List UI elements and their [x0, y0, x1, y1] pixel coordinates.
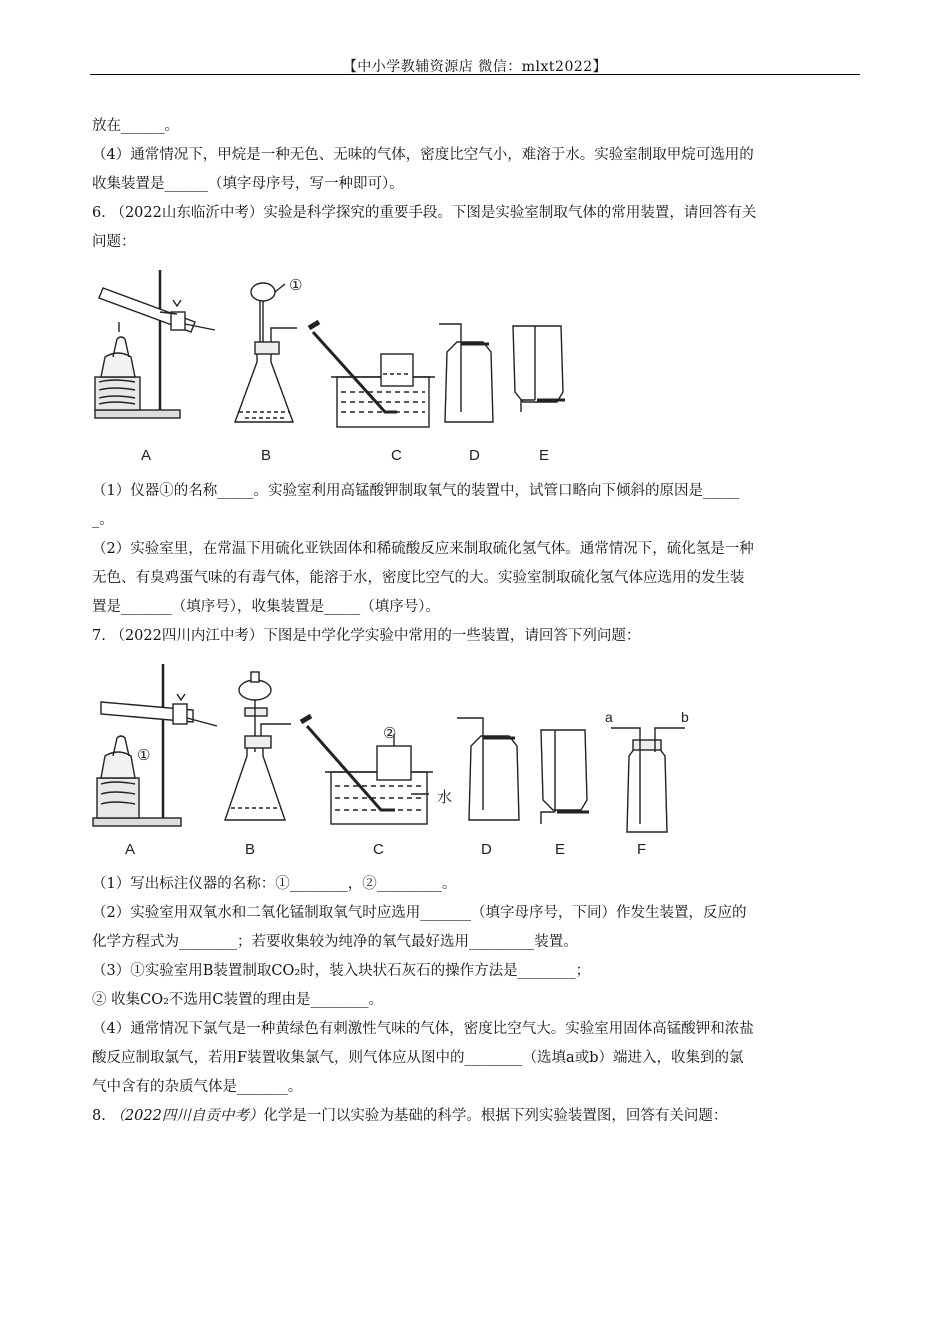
q8-source: （2022四川自贡中考）	[110, 1108, 264, 1124]
text-line-3: 收集装置是______（填字母序号，写一种即可）。	[92, 176, 404, 192]
marker-1-q7: ①	[137, 746, 151, 764]
apparatus-b-q6	[235, 283, 297, 422]
text-line-2: （4）通常情况下，甲烷是一种无色、无味的气体，密度比空气小，难溶于水。实验室制取甲烷可选用的	[92, 147, 754, 163]
apparatus-d-q7	[457, 718, 519, 820]
q8-number: 8.	[92, 1108, 106, 1124]
label-c-q7: C	[373, 841, 384, 858]
text-line-17: （4）通常情况下氯气是一种黄绿色有刺激性气味的气体，密度比空气大。实验室用固体高锰酸钾和浓盐	[92, 1021, 754, 1037]
text-line-13: （2）实验室用双氧水和二氧化锰制取氧气时应选用_______（填字母序号，下同）作发生装置，反应的	[92, 905, 747, 921]
label-b-q6: B	[261, 447, 272, 464]
label-e-q7: E	[555, 841, 566, 858]
text-line-7: _。	[92, 512, 114, 528]
label-e-q6: E	[539, 447, 550, 464]
text-line-10: 置是_______（填序号），收集装置是_____（填序号）。	[92, 599, 440, 615]
water-label-q7: 水	[437, 788, 453, 806]
text-line-19: 气中含有的杂质气体是_______。	[92, 1079, 303, 1095]
apparatus-a-q6	[95, 270, 215, 418]
text-line-5: 问题：	[92, 234, 136, 250]
text-line-16: ② 收集CO₂不选用C装置的理由是________。	[92, 992, 383, 1008]
text-line-15: （3）①实验室用B装置制取CO₂时，装入块状石灰石的操作方法是________；	[92, 963, 591, 979]
label-c-q6: C	[391, 447, 402, 464]
label-f-q7: F	[637, 841, 647, 858]
apparatus-a-q7	[93, 664, 217, 826]
apparatus-c-q7	[301, 716, 433, 824]
apparatus-e-q7	[541, 730, 589, 824]
marker-1-q6: ①	[289, 276, 303, 294]
figure-apparatus-q6	[85, 262, 605, 472]
label-d-q6: D	[469, 447, 480, 464]
question-7-title: 7. （2022四川内江中考）下图是中学化学实验中常用的一些装置，请回答下列问题：	[92, 628, 641, 644]
port-a-label: a	[605, 709, 613, 725]
label-d-q7: D	[481, 841, 492, 858]
question-6-title: 6. （2022山东临沂中考）实验是科学探究的重要手段。下图是实验室制取气体的常用装置，请回答有关	[92, 205, 757, 221]
text-line-1: 放在______。	[92, 118, 179, 134]
apparatus-b-q7	[225, 672, 291, 820]
apparatus-e-q6	[513, 326, 565, 412]
figure-apparatus-q7	[85, 656, 705, 866]
page-header: 【中小学教辅资源店 微信：mlxt2022】	[342, 59, 608, 75]
marker-2-q7: ②	[383, 724, 397, 742]
text-line-14: 化学方程式为________；若要收集较为纯净的氧气最好选用_________装置。	[92, 934, 578, 950]
label-a-q7: A	[125, 841, 136, 858]
text-line-18: 酸反应制取氯气，若用F装置收集氯气，则气体应从图中的________（选填a或b）端进入，收集到的氯	[92, 1050, 744, 1066]
text-line-12: （1）写出标注仪器的名称：①________，②_________。	[92, 876, 457, 892]
apparatus-f-q7	[611, 728, 685, 832]
apparatus-d-q6	[439, 324, 493, 422]
text-line-6: （1）仪器①的名称_____。实验室利用高锰酸钾制取氧气的装置中，试管口略向下倾斜的原因是_____	[92, 483, 740, 499]
port-b-label: b	[681, 709, 689, 725]
text-line-9: 无色、有臭鸡蛋气味的有毒气体，能溶于水，密度比空气的大。实验室制取硫化氢气体应选用的发生装	[92, 570, 745, 586]
header-rule	[90, 74, 860, 75]
label-a-q6: A	[141, 447, 152, 464]
apparatus-c-q6	[309, 322, 435, 427]
text-line-8: （2）实验室里，在常温下用硫化亚铁固体和稀硫酸反应来制取硫化氢气体。通常情况下，硫化氢是一种	[92, 541, 754, 557]
question-8-title	[92, 1106, 727, 1126]
q8-text: 化学是一门以实验为基础的科学。根据下列实验装置图，回答有关问题：	[263, 1108, 728, 1124]
label-b-q7: B	[245, 841, 256, 858]
